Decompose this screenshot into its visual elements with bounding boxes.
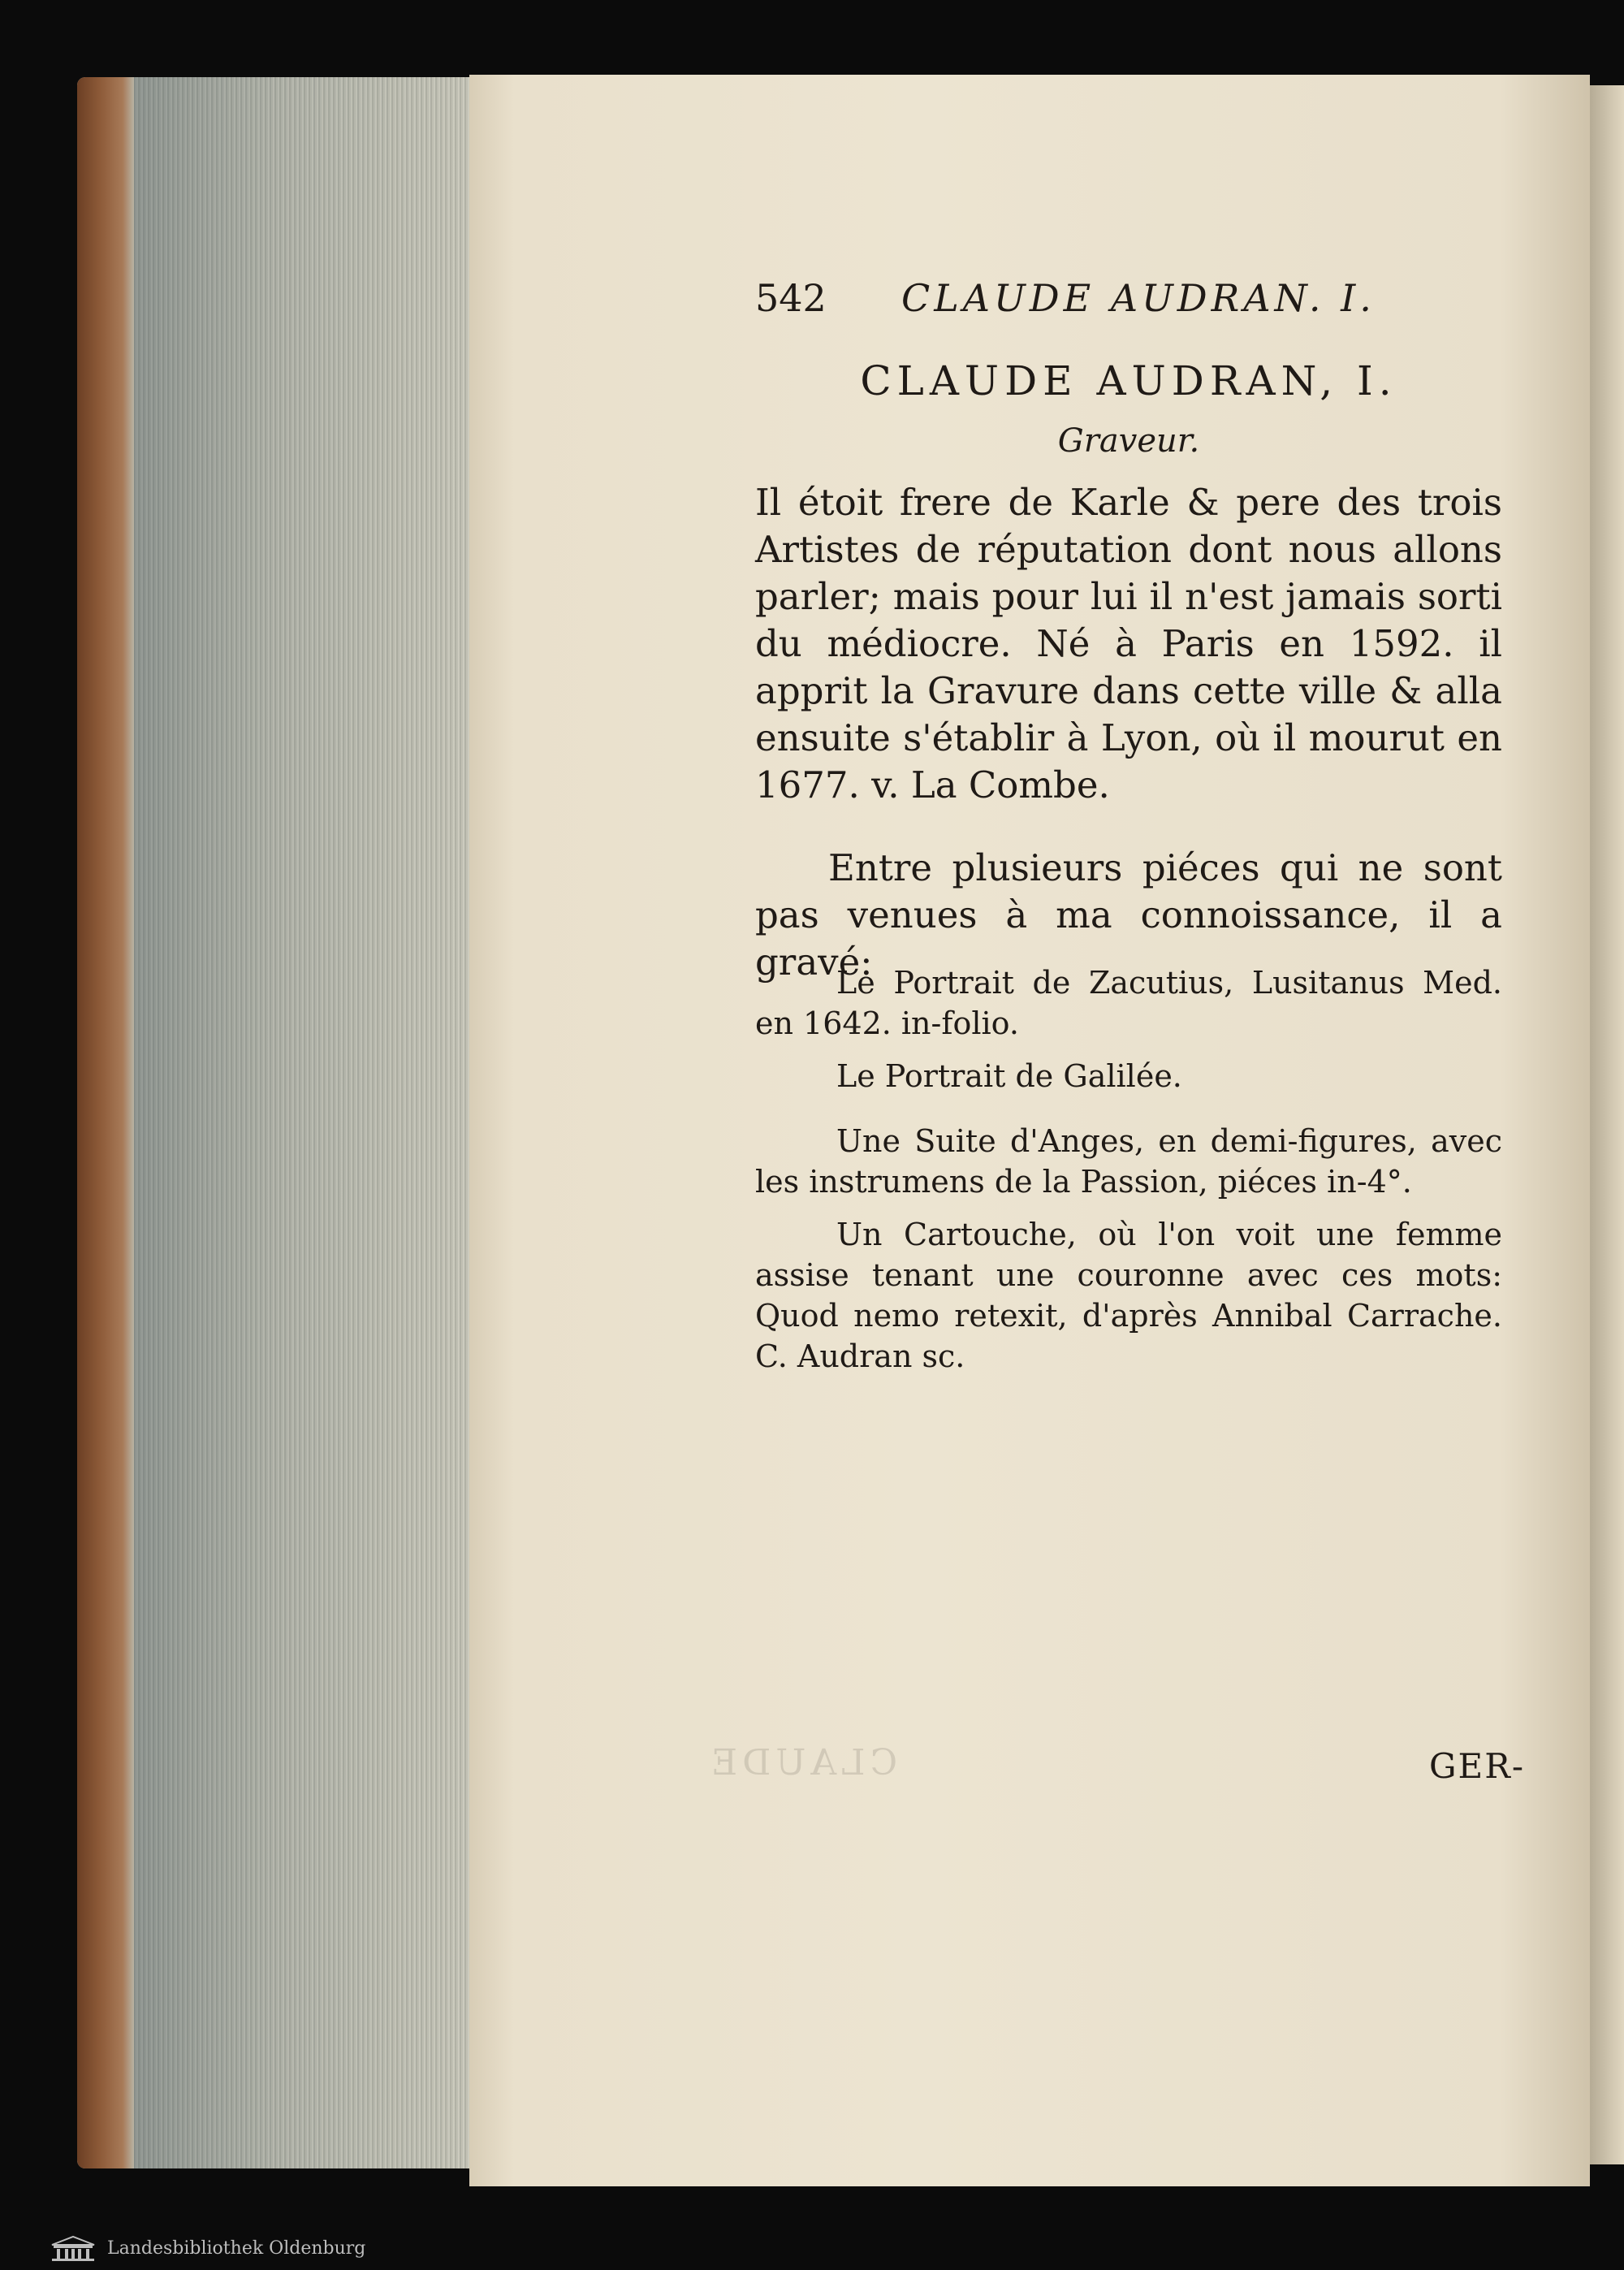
next-page-edge	[1590, 85, 1624, 2164]
list-item: Le Portrait de Zacutius, Lusitanus Med. en 1642. in-folio.	[755, 965, 1502, 1041]
show-through-text: CLAUDE	[706, 1742, 898, 1784]
running-head-title: CLAUDE AUDRAN. I.	[901, 276, 1376, 320]
paragraph-1: Il étoit frere de Karle & pere des trois Artistes de réputation dont nous allons parler; mais pour lui il n'est jamais sorti du médiocre. Né à Paris en 1592. il apprit la Gravure dans cette ville & alla ensuite s'établir à Lyon, où il mourut en 1677. v. La Combe.	[755, 481, 1502, 806]
library-building-icon	[49, 2235, 97, 2263]
library-name: Landesbibliothek Oldenburg	[107, 2238, 366, 2259]
catchword: GER-	[1429, 1746, 1526, 1786]
list-item: Une Suite d'Anges, en demi-figures, avec les instrumens de la Passion, piéces in-4°.	[755, 1123, 1502, 1200]
list-item: Le Portrait de Galilée.	[836, 1058, 1182, 1094]
running-head	[755, 276, 1502, 325]
section-subheading: Graveur.	[1057, 422, 1200, 460]
list-item: Un Cartouche, où l'on voit une femme assise tenant une couronne avec ces mots: Quod nemo retexit, d'après Annibal Carrache. C. Audran sc.	[755, 1217, 1502, 1374]
book-page-edges	[77, 77, 483, 2168]
paragraph-2: Entre plusieurs piéces qui ne sont pas venues à ma connoissance, il a gravé:	[755, 846, 1502, 984]
section-heading: CLAUDE AUDRAN, I.	[860, 357, 1397, 404]
page-number: 542	[755, 276, 827, 320]
